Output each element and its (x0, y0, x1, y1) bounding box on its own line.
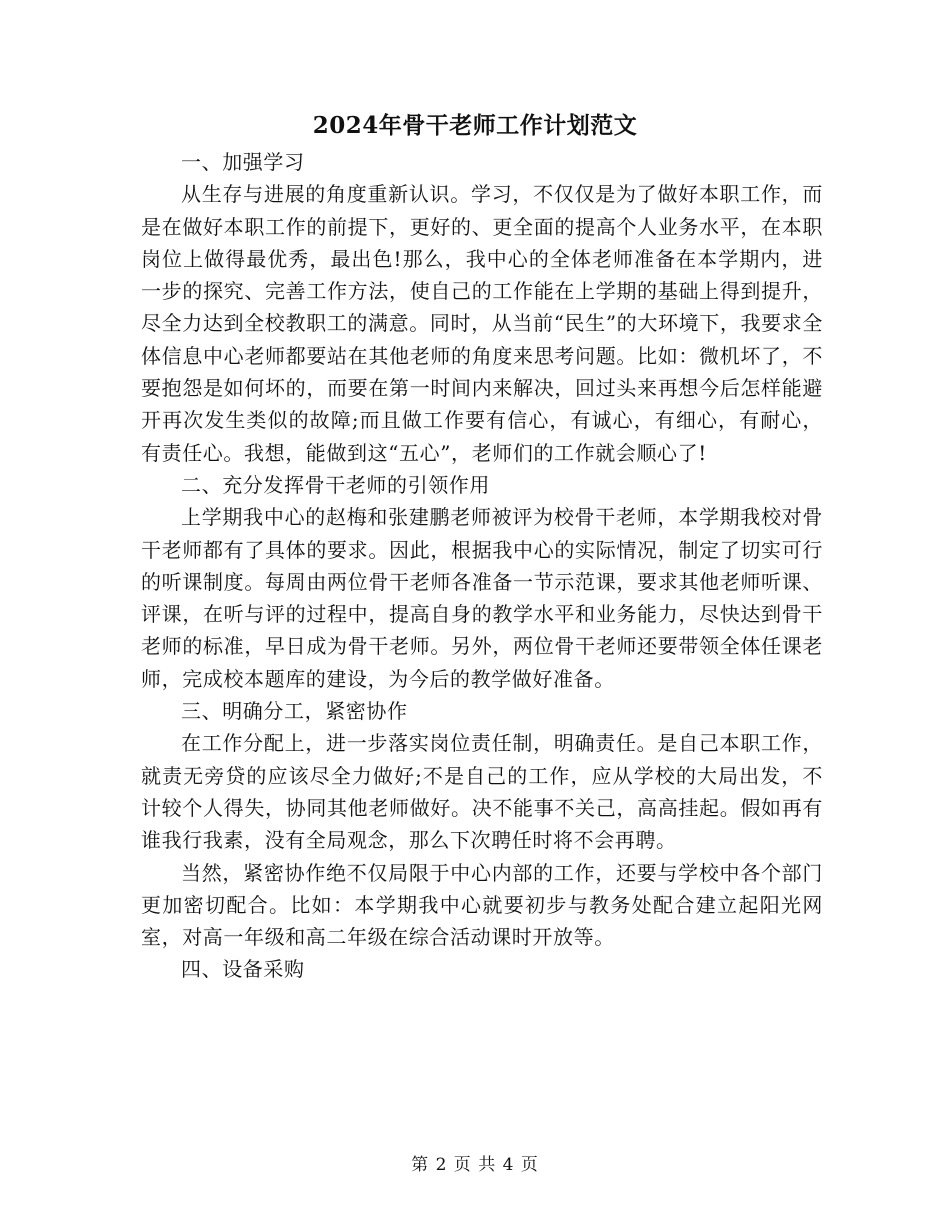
page-title: 2024年骨干老师工作计划范文 (312, 112, 638, 139)
section-heading: 四、设备采购 (181, 957, 305, 982)
paragraph: 在工作分配上，进一步落实岗位责任制，明确责任。是自己本职工作，就责无旁贷的应该尽全力做好;不是自己的工作，应从学校的大局出发，不计较个人得失，协同其他老师做好。决不能事不关己，高高挂起。假如再有谁我行我素，没有全局观念，那么下次聘任时将不会再聘。 (141, 731, 823, 853)
paragraph: 从生存与进展的角度重新认识。学习，不仅仅是为了做好本职工作，而是在做好本职工作的前提下，更好的、更全面的提高个人业务水平，在本职岗位上做得最优秀，最出色!那么，我中心的全体老师准备在本学期内，进一步的探究、完善工作方法，使自己的工作能在上学期的基础上得到提升，尽全力达到全校教职工的满意。同时，从当前“民生”的大环境下，我要求全体信息中心老师都要站在其他老师的角度来思考问题。比如：微机坏了，不要抱怨是如何坏的，而要在第一时间内来解决，回过头来再想今后怎样能避开再次发生类似的故障;而且做工作要有信心，有诚心，有细心，有耐心，有责任心。我想，能做到这“五心”，老师们的工作就会顺心了! (141, 182, 823, 465)
paragraph: 当然，紧密协作绝不仅局限于中心内部的工作，还要与学校中各个部门更加密切配合。比如：本学期我中心就要初步与教务处配合建立起阳光网室，对高一年级和高二年级在综合活动课时开放等。 (141, 860, 823, 950)
document-body (141, 146, 823, 986)
paragraph: 上学期我中心的赵梅和张建鹏老师被评为校骨干老师，本学期我校对骨干老师都有了具体的要求。因此，根据我中心的实际情况，制定了切实可行的听课制度。每周由两位骨干老师各准备一节示范课，要求其他老师听课、评课，在听与评的过程中，提高自身的教学水平和业务能力，尽快达到骨干老师的标准，早日成为骨干老师。另外，两位骨干老师还要带领全体任课老师，完成校本题库的建设，为今后的教学做好准备。 (141, 505, 823, 691)
section-heading: 三、明确分工，紧密协作 (181, 699, 408, 724)
section-heading: 一、加强学习 (181, 150, 305, 174)
section-heading: 二、充分发挥骨干老师的引领作用 (181, 472, 490, 497)
page-number-footer: 第 2 页 共 4 页 (411, 1155, 539, 1175)
